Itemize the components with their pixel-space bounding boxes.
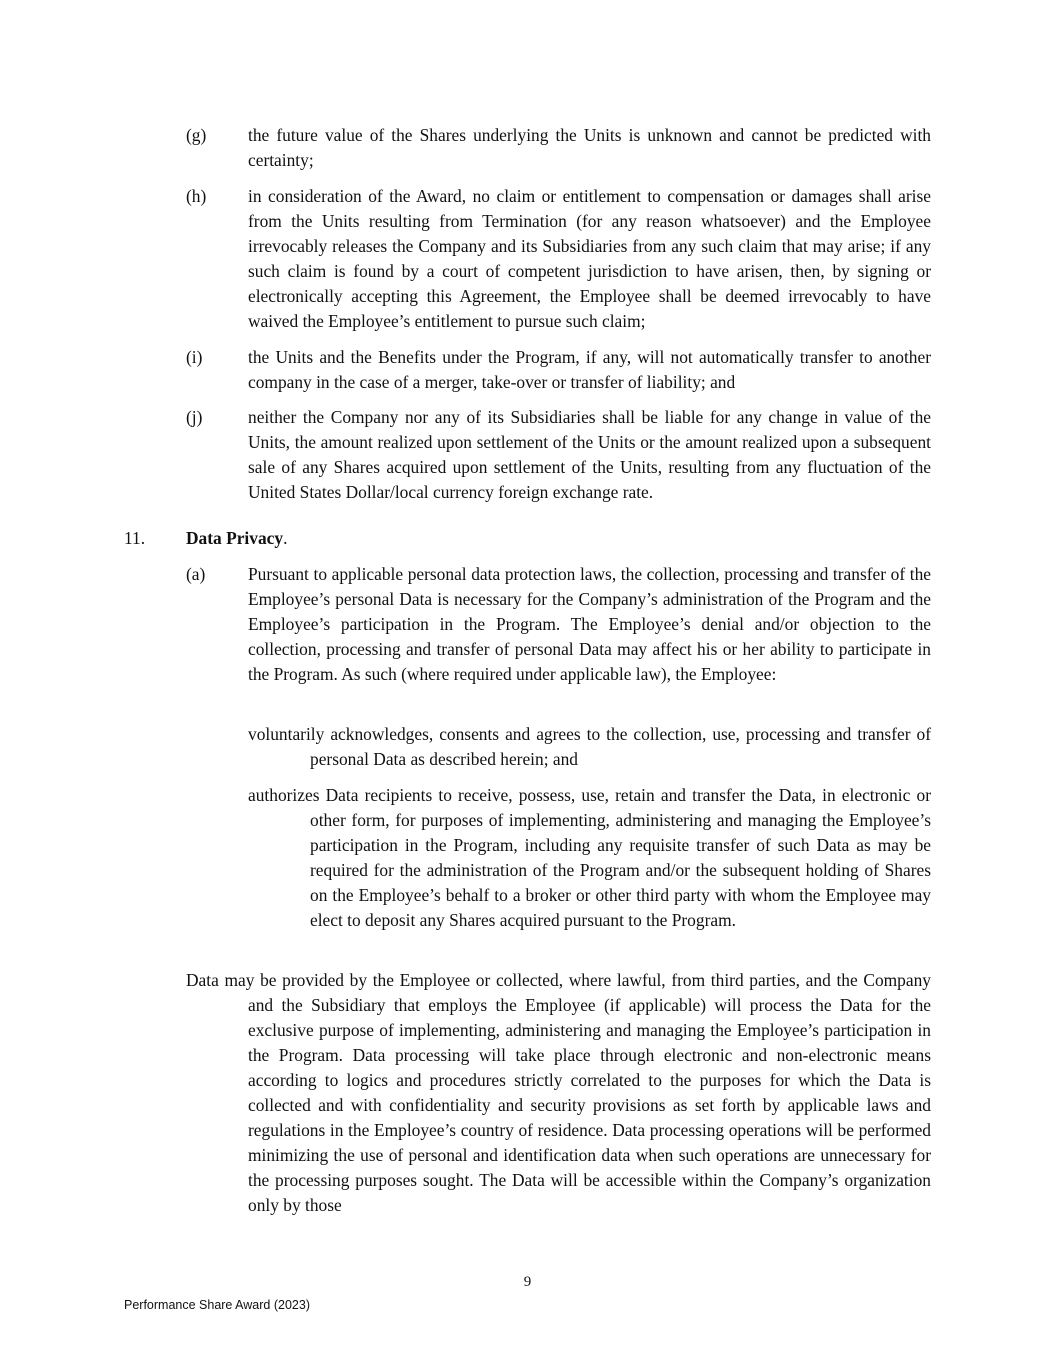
consent-paragraph-authorizes: authorizes Data recipients to receive, possess, use, retain and transfer the Data, in electronic or other form, for purposes of implementing, administering and managing the Employee’s participation in the Program, including any requisite transfer of such Data as may be required for the administration of the Program and/or the subsequent holding of Shares on the Employee’s behalf to a broker or other third party with whom the Employee may elect to deposit any Shares acquired pursuant to the Program. (248, 785, 931, 930)
page-number: 9 (523, 1274, 532, 1290)
item-text-j: neither the Company nor any of its Subsidiaries shall be liable for any change in value of the Units, the amount realized upon settlement of the Units or the amount realized upon a subsequent sale of any Shares acquired upon settlement of the Units, resulting from any fluctuation of the United States Dollar/local currency foreign exchange rate. (248, 407, 931, 502)
item-text-h: in consideration of the Award, no claim or entitlement to compensation or damages shall arise from the Units resulting from Termination (for any reason whatsoever) and the Employee irrevocably releases the Company and its Subsidiaries from any such claim that may arise; if any such claim is found by a court of competent jurisdiction to have arisen, then, by signing or electronically accepting this Agreement, the Employee shall be deemed irrevocably to have waived the Employee’s entitlement to pursue such claim; (248, 186, 931, 331)
section-number: 11. (124, 528, 146, 548)
section-title (186, 526, 287, 551)
data-paragraph: Data may be provided by the Employee or collected, where lawful, from third parties, and the Company and the Subsidiary that employs the Employee (if applicable) will process the Data for the exclusive purpose of implementing, administering and managing the Employee’s participation in the Program. Data processing will take place through electronic and non-electronic means according to logics and procedures strictly correlated to the purposes for which the Data is collected and with confidentiality and security provisions as set forth by applicable laws and regulations in the Employee’s country of residence. Data processing operations will be performed minimizing the use of personal and identification data when such operations are unnecessary for the processing purposes sought. The Data will be accessible within the Company’s organization only by those (186, 970, 931, 1215)
item-text-i: the Units and the Benefits under the Program, if any, will not automatically transfer to another company in the case of a merger, take-over or transfer of liability; and (248, 347, 931, 392)
footer-label: Performance Share Award (2023) (124, 1298, 310, 1312)
item-text-a: Pursuant to applicable personal data protection laws, the collection, processing and transfer of the Employee’s personal Data is necessary for the Company’s administration of the Program and the Employee’s participation in the Program. The Employee’s denial and/or objection to the collection, processing and transfer of personal Data may affect his or her ability to participate in the Program. As such (where required under applicable law), the Employee: (248, 564, 931, 684)
item-marker-h: (h) (186, 186, 207, 206)
item-marker-i: (i) (186, 347, 203, 367)
item-marker-a: (a) (186, 564, 206, 584)
consent-paragraph-voluntarily: voluntarily acknowledges, consents and agrees to the collection, use, processing and transfer of personal Data as described herein; and (248, 724, 931, 769)
item-marker-j: (j) (186, 407, 203, 427)
section-title-suffix: . (283, 528, 288, 548)
item-text-g: the future value of the Shares underlying the Units is unknown and cannot be predicted with certainty; (248, 125, 931, 170)
item-marker-g: (g) (186, 125, 207, 145)
section-title-text: Data Privacy (186, 528, 284, 548)
